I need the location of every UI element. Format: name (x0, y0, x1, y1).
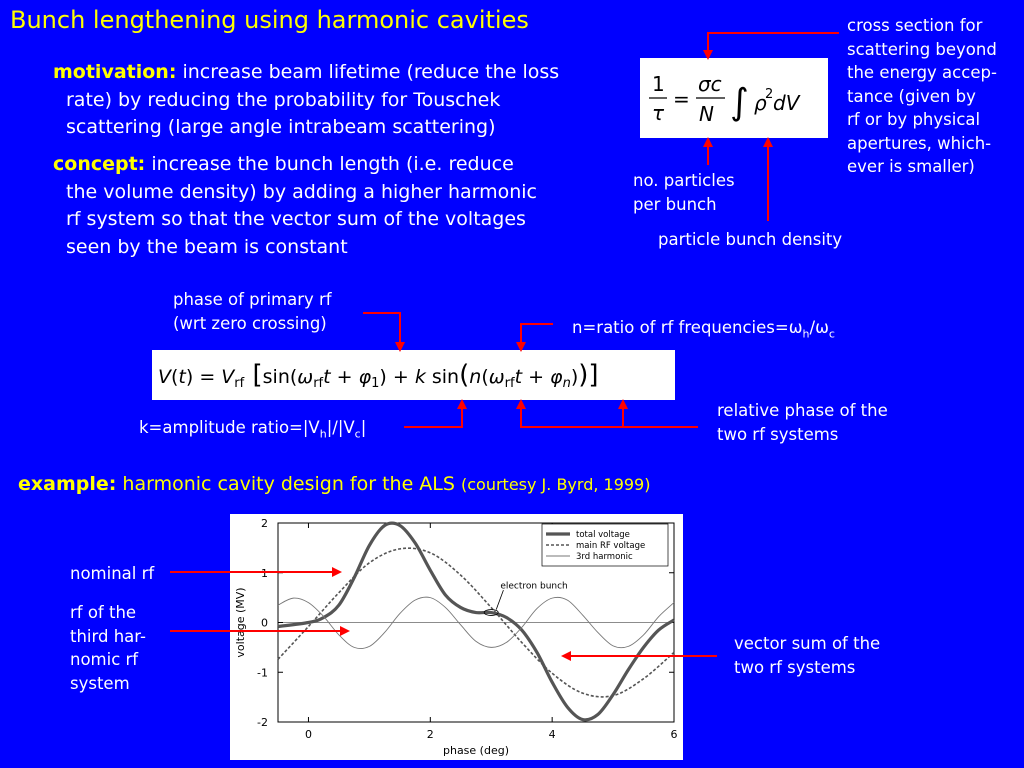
motivation-label: motivation: (53, 61, 177, 83)
legend-label: 3rd harmonic (576, 552, 633, 562)
motivation-line-1: increase beam lifetime (reduce the loss (182, 61, 560, 83)
page-title: Bunch lengthening using harmonic cavities (10, 6, 529, 34)
svg-text:ρ: ρ (754, 91, 767, 115)
x-tick-label: 2 (426, 728, 434, 741)
concept-line-1: increase the bunch length (i.e. reduce (151, 153, 514, 175)
cross-section-line: cross section for (847, 16, 983, 35)
y-axis-label: voltage (MV) (234, 587, 247, 658)
x-tick-label: 0 (304, 728, 312, 741)
electron-bunch-label: electron bunch (500, 581, 568, 592)
svg-text:dV: dV (773, 91, 800, 115)
n-ratio-arrow (521, 324, 553, 350)
y-tick-label: 0 (261, 616, 268, 630)
cross-section-line: scattering beyond (847, 39, 997, 59)
particles-line: per bunch (633, 194, 717, 214)
nominal-rf-annotation: nominal rf (70, 564, 155, 583)
cross-section-line: tance (given by (847, 86, 976, 106)
y-tick-label: -2 (257, 716, 268, 729)
third-harmonic-line: rf of the (70, 603, 137, 622)
svg-text:N: N (699, 102, 714, 126)
svg-text:∫: ∫ (730, 82, 749, 123)
cross-section-arrow (708, 33, 839, 58)
concept-line-4: seen by the beam is constant (66, 235, 348, 258)
relative-phase-line: relative phase of the (717, 401, 888, 420)
example-label: example: (18, 473, 117, 495)
svg-text:1: 1 (652, 72, 665, 96)
density-annotation: particle bunch density (658, 230, 843, 249)
svg-text:τ: τ (652, 101, 665, 125)
example-citation: (courtesy J. Byrd, 1999) (461, 475, 651, 494)
n-ratio-text: n=ratio of rf frequencies= (572, 318, 789, 337)
phase-primary-line: (wrt zero crossing) (173, 313, 327, 333)
svg-text:2: 2 (765, 87, 774, 102)
vector-sum-line: vector sum of the (734, 634, 881, 653)
phase-primary-line: phase of primary rf (173, 290, 332, 309)
vector-sum-line: two rf systems (734, 657, 856, 677)
x-axis-label: phase (deg) (442, 744, 510, 757)
cross-section-line: the energy accep- (847, 63, 997, 82)
concept-line-3: rf system so that the vector sum of the voltages (66, 208, 526, 230)
motivation-line-3: scattering (large angle intrabeam scattering) (66, 116, 496, 138)
relative-phase-arrow-a (521, 401, 698, 427)
concept-label: concept: (53, 153, 146, 175)
x-tick-label: 6 (670, 728, 678, 741)
legend-label: main RF voltage (576, 541, 646, 551)
svg-text:σc: σc (698, 72, 722, 96)
cross-section-line: rf or by physical (847, 110, 981, 129)
svg-text:=: = (673, 87, 690, 111)
k-ratio-arrow (404, 401, 462, 427)
k-ratio-text: k=amplitude ratio=|V (139, 418, 320, 437)
x-tick-label: 4 (548, 728, 556, 741)
particles-line: no. particles (633, 171, 735, 190)
legend-label: total voltage (576, 530, 630, 540)
y-tick-label: 1 (261, 566, 268, 580)
third-harmonic-line: third har- (70, 626, 146, 646)
k-ratio-annotation: k=amplitude $ratio=|V_h|/|V_c|$ (139, 418, 367, 441)
n-ratio-annotation: n=ratio of rf $frequencies=\omega_h/\omega_c$ (572, 318, 835, 341)
concept-line-2: the volume density) by adding a higher harmonic (66, 180, 538, 203)
cross-section-line: apertures, which- (847, 133, 992, 153)
y-tick-label: 2 (261, 517, 268, 530)
cross-section-line: ever is smaller) (847, 157, 975, 176)
relative-phase-line: two rf systems (717, 424, 839, 444)
third-harmonic-line: nomic rf (70, 650, 139, 669)
y-tick-label: -1 (257, 666, 268, 680)
motivation-line-2: rate) by reducing the probability for Touschek (66, 88, 501, 111)
example-text: harmonic cavity design for the ALS (122, 473, 455, 495)
phase-primary-arrow (363, 313, 400, 350)
third-harmonic-line: system (70, 673, 130, 693)
svg-text:V(t) = Vrf [sin(ωrft + φ1) + k: $V(t) = V_{rf}$ [$\sin(\omega_{rf}t + \varphi_1) + k$ $\sin(n(\omega_{rf}t + \varphi_n))$] (158, 360, 599, 391)
